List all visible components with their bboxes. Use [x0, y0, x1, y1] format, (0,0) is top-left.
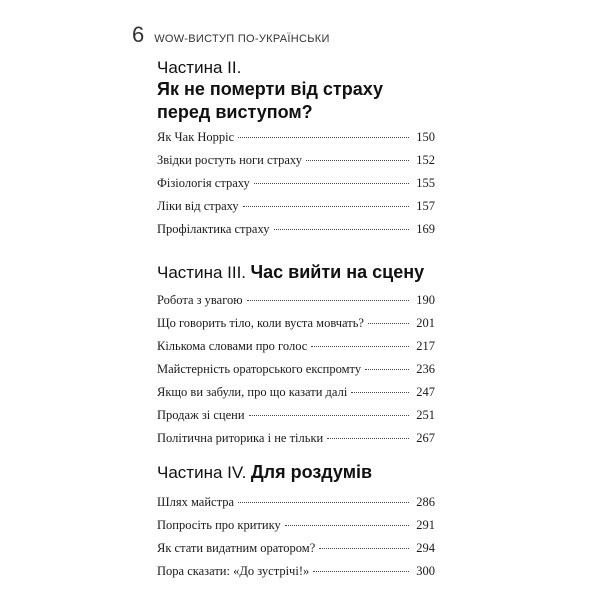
toc-entry[interactable]	[157, 222, 435, 245]
part-title: Час вийти на сцену	[250, 262, 425, 282]
part-label: Частина III.	[157, 263, 247, 282]
toc-entry-title: Політична риторика і не тільки	[157, 431, 324, 445]
dot-leader	[311, 346, 409, 347]
running-head	[132, 22, 330, 48]
part-label: Частина IV.	[157, 463, 247, 482]
toc-entry-title: Фізіологія страху	[157, 176, 250, 190]
toc-entry[interactable]	[157, 541, 435, 564]
toc-entry-page: 169	[416, 222, 435, 236]
dot-leader	[238, 137, 409, 138]
toc-entry[interactable]	[157, 495, 435, 518]
book-title: WOW-ВИСТУП ПО-УКРАЇНСЬКИ	[154, 33, 330, 45]
toc-entry[interactable]	[157, 362, 435, 385]
toc-list-part-2	[157, 130, 435, 245]
toc-entry[interactable]	[157, 176, 435, 199]
toc-entry-page: 251	[416, 408, 435, 422]
toc-entry-title: Що говорить тіло, коли вуста мовчать?	[157, 316, 364, 330]
toc-entry-page: 294	[416, 541, 435, 555]
toc-entry-page: 300	[416, 564, 435, 578]
toc-entry-page: 291	[416, 518, 435, 532]
dot-leader	[319, 548, 409, 549]
dot-leader	[351, 392, 409, 393]
toc-entry-page: 157	[416, 199, 435, 213]
part-title: Як не померти від страху перед виступом?	[157, 79, 383, 122]
dot-leader	[306, 160, 409, 161]
dot-leader	[274, 229, 410, 230]
toc-entry[interactable]	[157, 408, 435, 431]
toc-list-part-4	[157, 495, 435, 587]
toc-entry-title: Ліки від страху	[157, 199, 239, 213]
dot-leader	[238, 502, 409, 503]
toc-entry[interactable]	[157, 199, 435, 222]
toc-entry-page: 201	[416, 316, 435, 330]
dot-leader	[249, 415, 409, 416]
toc-entry-title: Як стати видатним оратором?	[157, 541, 316, 555]
toc-entry-title: Попросіть про критику	[157, 518, 281, 532]
dot-leader	[327, 438, 409, 439]
dot-leader	[365, 369, 409, 370]
part-heading-3	[157, 262, 424, 283]
dot-leader	[313, 571, 409, 572]
toc-entry[interactable]	[157, 153, 435, 176]
dot-leader	[285, 525, 409, 526]
toc-entry[interactable]	[157, 130, 435, 153]
toc-entry-page: 152	[416, 153, 435, 167]
toc-entry-page: 155	[416, 176, 435, 190]
toc-entry-title: Шлях майстра	[157, 495, 234, 509]
toc-entry[interactable]	[157, 339, 435, 362]
page-number: 6	[132, 22, 145, 47]
toc-entry-page: 236	[416, 362, 435, 376]
toc-entry-page: 286	[416, 495, 435, 509]
toc-entry-title: Звідки ростуть ноги страху	[157, 153, 302, 167]
toc-entry[interactable]	[157, 431, 435, 454]
dot-leader	[254, 183, 409, 184]
toc-entry[interactable]	[157, 385, 435, 408]
toc-entry-title: Як Чак Норріс	[157, 130, 235, 144]
toc-entry[interactable]	[157, 316, 435, 339]
part-heading-2	[157, 57, 387, 124]
toc-entry-title: Якщо ви забули, про що казати далі	[157, 385, 348, 399]
toc-entry-title: Робота з увагою	[157, 293, 243, 307]
toc-entry-title: Пора сказати: «До зустрічі!»	[157, 564, 310, 578]
toc-list-part-3	[157, 293, 435, 454]
dot-leader	[368, 323, 409, 324]
toc-entry-page: 217	[416, 339, 435, 353]
part-heading-4	[157, 462, 372, 483]
toc-entry[interactable]	[157, 293, 435, 316]
toc-entry[interactable]	[157, 518, 435, 541]
toc-entry-page: 150	[416, 130, 435, 144]
toc-entry-page: 267	[416, 431, 435, 445]
toc-entry-title: Продаж зі сцени	[157, 408, 245, 422]
toc-entry-page: 190	[416, 293, 435, 307]
toc-entry-title: Кількома словами про голос	[157, 339, 308, 353]
toc-entry-title: Профілактика страху	[157, 222, 270, 236]
toc-entry-page: 247	[416, 385, 435, 399]
toc-entry-title: Майстерність ораторського експромту	[157, 362, 362, 376]
dot-leader	[243, 206, 409, 207]
part-title: Для роздумів	[250, 462, 373, 482]
dot-leader	[247, 300, 409, 301]
toc-entry[interactable]	[157, 564, 435, 587]
part-label: Частина II.	[157, 58, 242, 77]
